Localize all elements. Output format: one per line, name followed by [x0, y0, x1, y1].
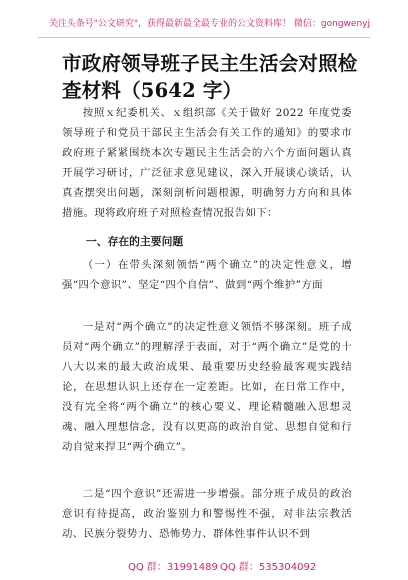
subsection-paragraph: （一）在带头深刻领悟“两个确立”的决定性意义，增强“四个意识”、坚定“四个自信”、做到“两个维护”方面 [62, 259, 352, 291]
body-paragraph-1: 一是对“两个确立”的决定性意义领悟不够深刻。班子成员对“两个确立”的理解浮于表面，对于“两个确立”是党的十八大以来的最大政治成果、最重要历史经验最客观实践结论，在思想认识上还存在一定差距。比如，在日常工作中，没有完全将“两个确立”的核心要义、理论精髓融入思想灵魂、融入理想信念，没有以更高的政治自觉、思想自觉和行动自觉来捍卫“两个确立”。 [62, 321, 352, 453]
page-footer [0, 558, 408, 574]
body-paragraph-2: 二是“四个意识”还需进一步增强。部分班子成员的政治意识有待提高，政治鉴别力和警惕性不强，对非法宗教活动、民族分裂势力、恐怖势力、群体性事件认识不到 [62, 488, 352, 540]
footer-qq-group-1: QQ 群：31991489 [128, 562, 218, 573]
document-title: 市政府领导班子民主生活会对照检查材料（5642 字） [62, 52, 358, 102]
footer-qq-group-2: QQ 群：535304092 [220, 562, 317, 573]
intro-paragraph: 按照ｘ纪委机关、ｘ组织部《关于做好 2022 年度党委领导班子和党员干部民主生活会有关工作的通知》的要求市政府班子紧紧围绕本次专题民主生活会的六个方面问题认真开展学习研讨，广泛征求意见建议，深入开展谈心谈话，认真查摆突出问题，深刻剖析问题根源，明确努力方向和具体措施。现将政府班子对照检查情况报告如下： [62, 107, 352, 219]
page-header [38, 6, 370, 38]
section-heading-problems: 一、存在的主要问题 [86, 235, 184, 248]
header-notice: 关注头条号"公文研究"，获得最新最全最专业的公文资料库！ 微信：gongwenyj [48, 19, 370, 29]
